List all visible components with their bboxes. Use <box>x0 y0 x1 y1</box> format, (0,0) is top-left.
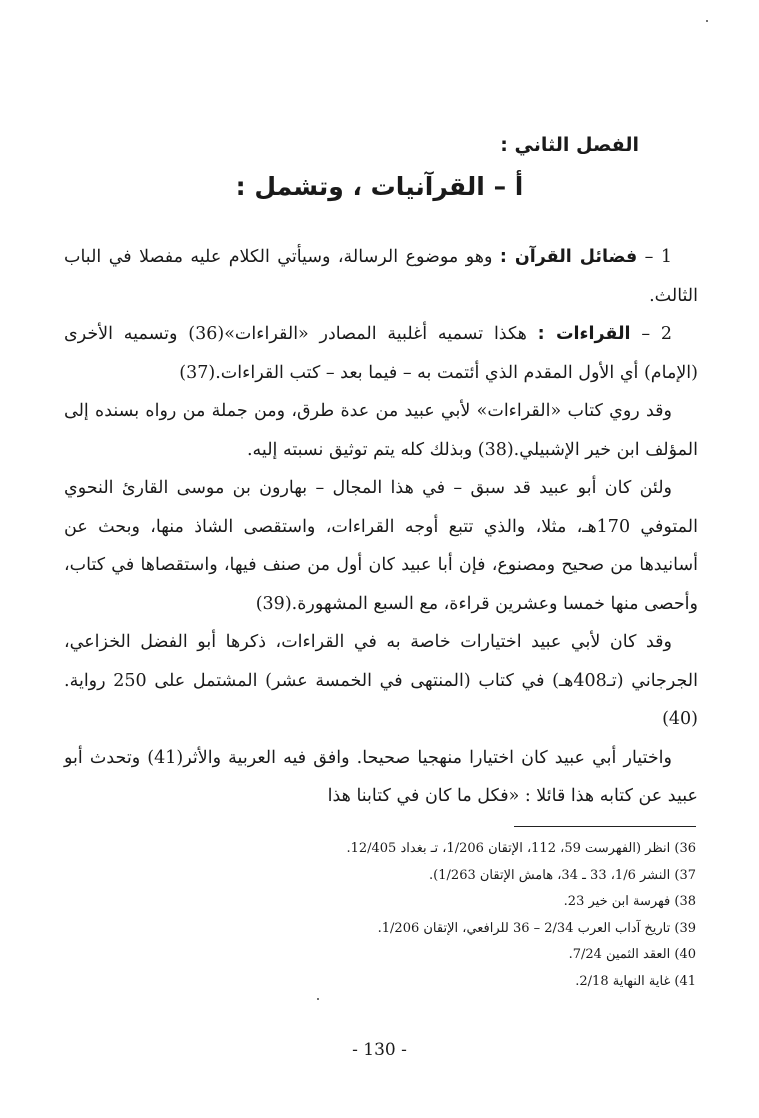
footnote: 36) انظر (الفهرست 59، 112، الإتقان 1/206، تـ بغداد 12/405. <box>346 841 696 856</box>
item-heading: فضائل القرآن : <box>499 247 638 267</box>
item-number: 1 – <box>637 247 672 267</box>
paragraph <box>64 315 698 392</box>
footnote: 37) النشر 1/6، 33 ـ 34، هامش الإتقان 1/263). <box>429 867 696 883</box>
paragraph-text: وقد كان لأبي عبيد اختيارات خاصة به في القراءات، ذكرها أبو الفضل الخزاعي، الجرجاني (تـ408هـ) في كتاب (المنتهى في الخمسة عشر) المشتمل على 250 رواية.(40) <box>64 632 698 729</box>
footnote: 41) غاية النهاية 2/18. <box>575 973 696 989</box>
item-heading: القراءات : <box>537 324 631 344</box>
paragraph <box>64 469 698 623</box>
footnote-separator <box>514 826 696 827</box>
paragraph <box>64 392 698 469</box>
page-number: - 130 - <box>352 1040 407 1060</box>
footnotes <box>76 836 696 995</box>
paragraph <box>64 739 698 816</box>
paragraph-text: هكذا تسميه أغلبية المصادر «القراءات»(36) وتسميه الأخرى (الإمام) أي الأول المقدم الذي أئتمت به – فيما بعد – كتب القراءات.(37) <box>64 324 698 383</box>
footnote: 39) تاريخ آداب العرب 2/34 – 36 للرافعي، الإتقان 1/206. <box>377 920 696 936</box>
chapter-heading: الفصل الثاني : <box>500 134 639 156</box>
scan-speck <box>706 20 708 22</box>
paragraph-text: واختيار أبي عبيد كان اختيارا منهجيا صحيحا. وافق فيه العربية والأثر(41) وتحدث أبو عبيد عن كتابه هذا قائلا : «فكل ما كان في كتابنا هذا <box>64 747 698 806</box>
paragraph <box>64 238 698 315</box>
paragraph <box>64 623 698 739</box>
footnote: 38) فهرسة ابن خير 23. <box>563 894 696 909</box>
paragraph-text: وقد روي كتاب «القراءات» لأبي عبيد من عدة طرق، ومن جملة من رواه بسنده إلى المؤلف ابن خير الإشبيلي.(38) وبذلك كله يتم توثيق نسبته إليه. <box>64 401 698 460</box>
section-title: أ – القرآنيات ، وتشمل : <box>235 172 524 201</box>
footnote: 40) العقد الثمين 7/24. <box>568 947 696 962</box>
item-number: 2 – <box>630 324 672 344</box>
paragraph-text: وهو موضوع الرسالة، وسيأتي الكلام عليه مفصلا في الباب الثالث. <box>64 247 698 306</box>
body-text <box>64 238 698 816</box>
paragraph-text: ولئن كان أبو عبيد قد سبق – في هذا المجال – بهارون بن موسى القارئ النحوي المتوفي 170هـ، مثلا، والذي تتبع أوجه القراءات، واستقصى الشاذ منها، وبحث عن أسانيدها من صحيح ومصنوع، فإن أبا عبيد كان أول من صنف فيها، واستقصاها في كتاب، وأحصى منها خمسا وعشرين قراءة، مع السبع المشهورة.(39) <box>64 478 698 614</box>
scan-speck <box>317 998 319 1000</box>
